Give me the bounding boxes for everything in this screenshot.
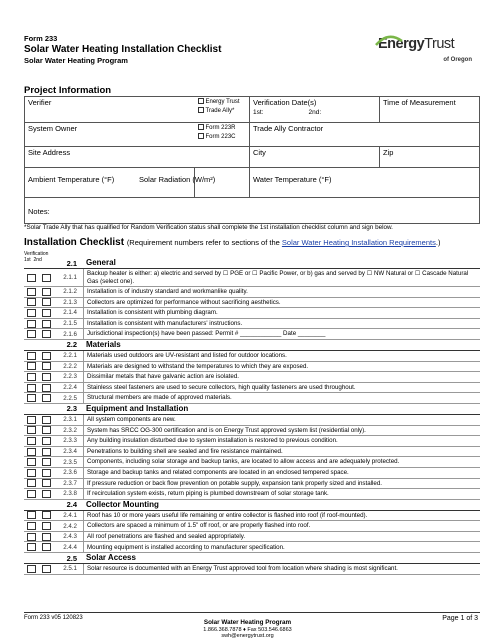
item-text: Components, including solar storage and backup tanks, are located to allow access and are adequately protected. <box>83 457 480 467</box>
first-verification-checkbox[interactable] <box>27 533 36 541</box>
item-text: Structural members are made of approved materials. <box>83 393 480 403</box>
water-temp-cell[interactable] <box>250 168 480 198</box>
footer-phone: 1.866.368.7878 ♦ Fax 503.546.6863 <box>203 626 292 633</box>
item-number: 2.2.4 <box>63 384 77 392</box>
time-measurement-cell[interactable] <box>380 97 480 123</box>
item-number: 2.4.4 <box>63 543 77 551</box>
second-verification-checkbox[interactable] <box>42 469 51 477</box>
requirements-link[interactable]: Solar Water Heating Installation Requirements <box>281 238 436 247</box>
checklist-item <box>24 521 480 532</box>
date-second-label: 2nd: <box>308 109 322 116</box>
item-number: 2.3.5 <box>63 458 77 466</box>
footer-contact <box>0 620 495 640</box>
second-verification-checkbox[interactable] <box>42 458 51 466</box>
second-verification-checkbox[interactable] <box>42 288 51 296</box>
footer-email: swh@energytrust.org <box>221 633 274 639</box>
item-number: 2.2.2 <box>63 362 77 370</box>
first-verification-checkbox[interactable] <box>27 469 36 477</box>
logo-arc-icon <box>374 33 404 47</box>
verification-dates-label: Verification Date(s) <box>253 98 317 107</box>
notes-label: Notes: <box>28 207 50 216</box>
project-info-title: Project Information <box>24 85 112 96</box>
checklist-item <box>24 329 480 340</box>
second-verification-checkbox[interactable] <box>42 533 51 541</box>
checklist-item <box>24 436 480 447</box>
item-text: If recirculation system exists, return piping is plumbed downstream of solar storage tank. <box>83 489 480 499</box>
item-text: System has SRCC OG-300 certification and is on Energy Trust approved system list (residential only). <box>83 426 480 436</box>
item-text: Roof has 10 or more years useful life remaining or entire collector is flashed into roof (if roof-mounted). <box>83 511 480 521</box>
trade-ally-contractor-cell[interactable] <box>250 123 480 147</box>
system-owner-label: System Owner <box>28 124 78 133</box>
first-verification-checkbox[interactable] <box>27 384 36 392</box>
project-info-table <box>24 96 480 224</box>
section-title: Materials <box>86 340 121 350</box>
item-text: Backup heater is either: a) electric and served by ☐ PGE or ☐ Pacific Power, or b) gas and served by ☐ NW Natural or ☐ Cascade Natural Gas (select one). <box>83 269 480 286</box>
first-column-label: 1st <box>24 257 31 263</box>
checklist-item <box>24 542 480 553</box>
checklist-item <box>24 457 480 468</box>
trade-ally-note: *Solar Trade Ally that has qualified for Random Verification status shall complete the 1st installation checklist column and sign below. <box>24 224 393 231</box>
checklist-item <box>24 287 480 298</box>
logo-word-trust: Trust <box>424 36 455 52</box>
section-title: General <box>86 258 116 268</box>
checklist-item <box>24 298 480 309</box>
item-text: If pressure reduction or back flow prevention on potable supply, expansion tank properly sized and installed. <box>83 479 480 489</box>
item-text: All system components are new. <box>83 415 480 425</box>
city-cell[interactable] <box>250 147 380 168</box>
item-number: 2.3.1 <box>63 416 77 424</box>
first-verification-checkbox[interactable] <box>27 320 36 328</box>
second-column-label: 2nd <box>33 257 42 263</box>
first-verification-checkbox[interactable] <box>27 288 36 296</box>
form-223c-option: Form 223C <box>205 134 236 140</box>
item-number: 2.1.3 <box>63 298 77 306</box>
logo-word-energy: Energy <box>378 36 425 52</box>
site-address-label: Site Address <box>28 148 71 157</box>
energy-trust-logo <box>378 36 478 70</box>
first-verification-checkbox[interactable] <box>27 309 36 317</box>
verification-label: Verification <box>24 251 49 257</box>
item-number: 2.1.5 <box>63 320 77 328</box>
first-verification-checkbox[interactable] <box>27 458 36 466</box>
second-verification-checkbox[interactable] <box>42 352 51 360</box>
form-options <box>195 123 250 147</box>
second-verification-checkbox[interactable] <box>42 426 51 434</box>
second-verification-checkbox[interactable] <box>42 309 51 317</box>
section-heading <box>24 258 480 269</box>
checklist-item <box>24 426 480 437</box>
second-verification-checkbox[interactable] <box>42 274 51 282</box>
second-verification-checkbox[interactable] <box>42 511 51 519</box>
first-verification-checkbox[interactable] <box>27 437 36 445</box>
checklist-item <box>24 393 480 404</box>
item-number: 2.3.7 <box>63 479 77 487</box>
section-heading <box>24 500 480 511</box>
item-text: Collectors are optimized for performance without sacrificing aesthetics. <box>83 298 480 308</box>
verification-dates-cell[interactable] <box>250 97 380 123</box>
checklist-item <box>24 479 480 490</box>
second-verification-checkbox[interactable] <box>42 479 51 487</box>
footer-page-number: Page 1 of 3 <box>442 615 478 622</box>
section-heading <box>24 340 480 351</box>
water-temp-label: Water Temperature (°F) <box>253 175 332 184</box>
first-verification-checkbox[interactable] <box>27 274 36 282</box>
first-verification-checkbox[interactable] <box>27 298 36 306</box>
item-number: 2.2.5 <box>63 394 77 402</box>
checklist-item <box>24 468 480 479</box>
section-number: 2.5 <box>66 553 77 563</box>
first-verification-checkbox[interactable] <box>27 426 36 434</box>
second-verification-checkbox[interactable] <box>42 298 51 306</box>
requirements-suffix: .) <box>435 238 441 247</box>
site-address-cell[interactable] <box>25 147 250 168</box>
footer-divider <box>24 612 480 613</box>
item-number: 2.2.3 <box>63 373 77 381</box>
checklist-item <box>24 362 480 373</box>
item-text: Stainless steel fasteners are used to secure collectors, high quality fasteners are used throughout. <box>83 383 480 393</box>
checklist-item <box>24 372 480 383</box>
form-223r-option: Form 223R <box>205 125 236 131</box>
section-title: Solar Access <box>86 553 136 563</box>
item-number: 2.3.8 <box>63 490 77 498</box>
checklist-title-text: Installation Checklist <box>24 237 125 248</box>
checklist-item <box>24 415 480 426</box>
item-text: Solar resource is documented with an Energy Trust approved tool from location where shading is most significant. <box>83 564 480 574</box>
city-label: City <box>253 148 266 157</box>
item-text: Storage and backup tanks and related components are located in an enclosed tempered space. <box>83 468 480 478</box>
checklist-item <box>24 351 480 362</box>
form-number: Form 233 <box>24 34 58 43</box>
item-text: Installation is consistent with plumbing diagram. <box>83 308 480 318</box>
item-text: Any building insulation disturbed due to system installation is restored to previous condition. <box>83 436 480 446</box>
document-subtitle: Solar Water Heating Program <box>24 56 128 65</box>
verifier-options <box>195 97 250 123</box>
item-text: Installation is consistent with manufacturers' instructions. <box>83 319 480 329</box>
trade-ally-contractor-label: Trade Ally Contractor <box>253 124 324 133</box>
first-verification-checkbox[interactable] <box>27 362 36 370</box>
zip-label: Zip <box>383 148 394 157</box>
item-number: 2.1.2 <box>63 288 77 296</box>
second-verification-checkbox[interactable] <box>42 394 51 402</box>
second-verification-checkbox[interactable] <box>42 384 51 392</box>
checklist-item <box>24 269 480 287</box>
time-measurement-label: Time of Measurement <box>383 98 456 107</box>
checklist-item <box>24 383 480 394</box>
item-text: Jurisdictional inspection(s) have been passed: Permit # ____________ Date ________ <box>83 329 480 339</box>
second-verification-checkbox[interactable] <box>42 320 51 328</box>
document-header <box>24 34 221 65</box>
first-verification-checkbox[interactable] <box>27 490 36 498</box>
footer-form-version: Form 233 v05 120823 <box>24 615 83 621</box>
trade-ally-checkbox[interactable] <box>198 107 204 113</box>
system-owner-cell[interactable] <box>25 123 195 147</box>
verifier-label: Verifier <box>28 98 52 107</box>
second-verification-checkbox[interactable] <box>42 362 51 370</box>
item-text: Materials are designed to withstand the temperatures to which they are exposed. <box>83 362 480 372</box>
first-verification-checkbox[interactable] <box>27 373 36 381</box>
item-text: All roof penetrations are flashed and sealed appropriately. <box>83 532 480 542</box>
item-number: 2.3.3 <box>63 437 77 445</box>
trade-ally-option: Trade Ally* <box>205 108 235 114</box>
checklist-item <box>24 489 480 500</box>
item-text: Installation is of industry standard and workmanlike quality. <box>83 287 480 297</box>
section-title: Collector Mounting <box>86 499 159 509</box>
second-verification-checkbox[interactable] <box>42 448 51 456</box>
checklist-item <box>24 308 480 319</box>
first-verification-checkbox[interactable] <box>27 522 36 530</box>
installation-checklist-title <box>24 237 440 248</box>
first-verification-checkbox[interactable] <box>27 565 36 573</box>
item-number: 2.3.4 <box>63 448 77 456</box>
item-text: Materials used outdoors are UV-resistant and listed for outdoor locations. <box>83 351 480 361</box>
first-verification-checkbox[interactable] <box>27 511 36 519</box>
verifier-cell[interactable] <box>25 97 195 123</box>
checklist-item <box>24 564 480 575</box>
first-verification-checkbox[interactable] <box>27 448 36 456</box>
date-first-label: 1st: <box>253 109 264 116</box>
section-number: 2.4 <box>66 500 77 510</box>
item-text: Collectors are spaced a minimum of 1.5" off roof, or are properly flashed into roof. <box>83 521 480 531</box>
form-223r-checkbox[interactable] <box>198 124 204 130</box>
section-number: 2.3 <box>66 404 77 414</box>
energy-trust-checkbox[interactable] <box>198 98 204 104</box>
item-number: 2.3.6 <box>63 469 77 477</box>
form-223c-checkbox[interactable] <box>198 133 204 139</box>
item-text: Mounting equipment is installed according to manufacturer specification. <box>83 542 480 552</box>
energy-trust-option: Energy Trust <box>205 99 240 105</box>
item-number: 2.5.1 <box>63 565 77 573</box>
solar-radiation-label: Solar Radiation (W/m²) <box>139 175 216 184</box>
item-number: 2.1.1 <box>63 274 77 281</box>
requirements-prefix: (Requirement numbers refer to sections of the <box>126 238 282 247</box>
second-verification-checkbox[interactable] <box>42 565 51 573</box>
second-verification-checkbox[interactable] <box>42 543 51 551</box>
first-verification-checkbox[interactable] <box>27 394 36 402</box>
section-heading <box>24 553 480 564</box>
item-number: 2.1.4 <box>63 309 77 317</box>
notes-cell[interactable] <box>25 198 480 224</box>
item-number: 2.4.2 <box>63 522 77 530</box>
solar-radiation-cell[interactable] <box>139 168 250 198</box>
second-verification-checkbox[interactable] <box>42 437 51 445</box>
checklist-item <box>24 511 480 522</box>
item-text: Penetrations to building shell are sealed and fire resistance maintained. <box>83 447 480 457</box>
checklist-rows <box>24 258 480 575</box>
first-verification-checkbox[interactable] <box>27 352 36 360</box>
item-number: 2.4.1 <box>63 511 77 519</box>
item-number: 2.4.3 <box>63 533 77 541</box>
second-verification-checkbox[interactable] <box>42 490 51 498</box>
ambient-temp-label: Ambient Temperature (°F) <box>28 175 115 184</box>
item-number: 2.3.2 <box>63 426 77 434</box>
second-verification-checkbox[interactable] <box>42 373 51 381</box>
second-verification-checkbox[interactable] <box>42 522 51 530</box>
section-title: Equipment and Installation <box>86 404 189 414</box>
section-heading <box>24 404 480 415</box>
first-verification-checkbox[interactable] <box>27 543 36 551</box>
checklist-item <box>24 319 480 330</box>
footer-program: Solar Water Heating Program <box>203 619 292 626</box>
checklist-item <box>24 532 480 543</box>
first-verification-checkbox[interactable] <box>27 479 36 487</box>
document-title: Solar Water Heating Installation Checklist <box>24 44 222 55</box>
checklist-item <box>24 447 480 458</box>
logo-region: of Oregon <box>443 57 472 63</box>
second-verification-checkbox[interactable] <box>42 416 51 424</box>
item-text: Dissimilar metals that have galvanic action are isolated. <box>83 372 480 382</box>
first-verification-checkbox[interactable] <box>27 416 36 424</box>
first-verification-checkbox[interactable] <box>27 330 36 338</box>
second-verification-checkbox[interactable] <box>42 330 51 338</box>
zip-cell[interactable] <box>380 147 480 168</box>
section-number: 2.1 <box>66 258 77 268</box>
item-number: 2.1.6 <box>63 330 77 338</box>
section-number: 2.2 <box>66 340 77 350</box>
item-number: 2.2.1 <box>63 352 77 360</box>
